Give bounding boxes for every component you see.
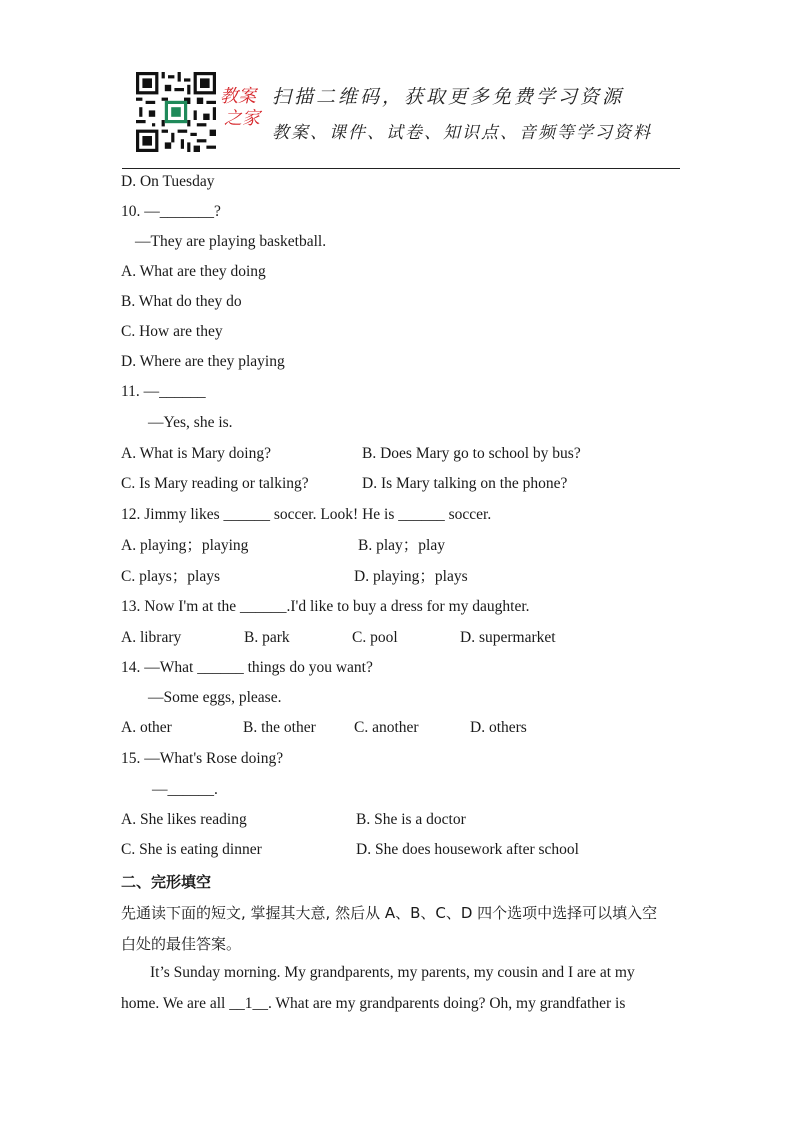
option-15a: A. She likes reading <box>121 811 247 828</box>
question-12: 12. Jimmy likes ______ soccer. Look! He is ______ soccer. <box>121 506 492 523</box>
option-12b: B. play；play <box>358 537 445 554</box>
section-heading-cloze: 二、完形填空 <box>121 873 212 891</box>
brand-logo <box>220 86 272 130</box>
option-11d: D. Is Mary talking on the phone? <box>362 475 568 492</box>
question-13: 13. Now I'm at the ______.I'd like to buy a dress for my daughter. <box>121 598 530 615</box>
option-14d: D. others <box>470 719 527 736</box>
option-13d: D. supermarket <box>460 629 556 646</box>
passage-line-2: home. We are all __1__. What are my grandparents doing? Oh, my grandfather is <box>121 995 626 1012</box>
answer-15: —______. <box>152 781 218 798</box>
option-12d: D. playing；plays <box>354 568 468 585</box>
option-13b: B. park <box>244 629 290 646</box>
header-divider <box>122 168 680 169</box>
question-14: 14. —What ______ things do you want? <box>121 659 373 676</box>
instructions-line-2: 白处的最佳答案。 <box>121 935 242 953</box>
header-slogan-main: 扫描二维码，获取更多免费学习资源 <box>272 86 625 108</box>
instructions-line-1: 先通读下面的短文, 掌握其大意, 然后从 A、B、C、D 四个选项中选择可以填入空 <box>121 904 658 922</box>
answer-14: —Some eggs, please. <box>148 689 282 706</box>
option-13a: A. library <box>121 629 182 646</box>
option-14a: A. other <box>121 719 172 736</box>
option-11c: C. Is Mary reading or talking? <box>121 475 309 492</box>
qr-code-icon <box>136 72 216 152</box>
question-10: 10. —_______? <box>121 203 221 220</box>
logo-line-2: 之家 <box>224 108 260 129</box>
option-11b: B. Does Mary go to school by bus? <box>362 445 581 462</box>
option-11a: A. What is Mary doing? <box>121 445 271 462</box>
question-15: 15. —What's Rose doing? <box>121 750 284 767</box>
option-14b: B. the other <box>243 719 316 736</box>
logo-line-1: 教案 <box>220 86 256 107</box>
answer-10: —They are playing basketball. <box>135 233 327 250</box>
option-12a: A. playing；playing <box>121 537 249 554</box>
page-header <box>122 68 680 170</box>
passage-line-1: It’s Sunday morning. My grandparents, my parents, my cousin and I are at my <box>150 964 635 981</box>
option-10d: D. Where are they playing <box>121 353 285 370</box>
option-10c: C. How are they <box>121 323 223 340</box>
option-14c: C. another <box>354 719 419 736</box>
option-12c: C. plays；plays <box>121 568 221 585</box>
option-10a: A. What are they doing <box>121 263 266 280</box>
option-13c: C. pool <box>352 629 398 646</box>
answer-11: —Yes, she is. <box>148 414 233 431</box>
option-9d: D. On Tuesday <box>121 173 215 190</box>
header-slogan-sub: 教案、课件、试卷、知识点、音频等学习资料 <box>272 123 652 143</box>
option-10b: B. What do they do <box>121 293 242 310</box>
option-15d: D. She does housework after school <box>356 841 579 858</box>
option-15c: C. She is eating dinner <box>121 841 262 858</box>
option-15b: B. She is a doctor <box>356 811 466 828</box>
question-11: 11. —______ <box>121 383 206 400</box>
